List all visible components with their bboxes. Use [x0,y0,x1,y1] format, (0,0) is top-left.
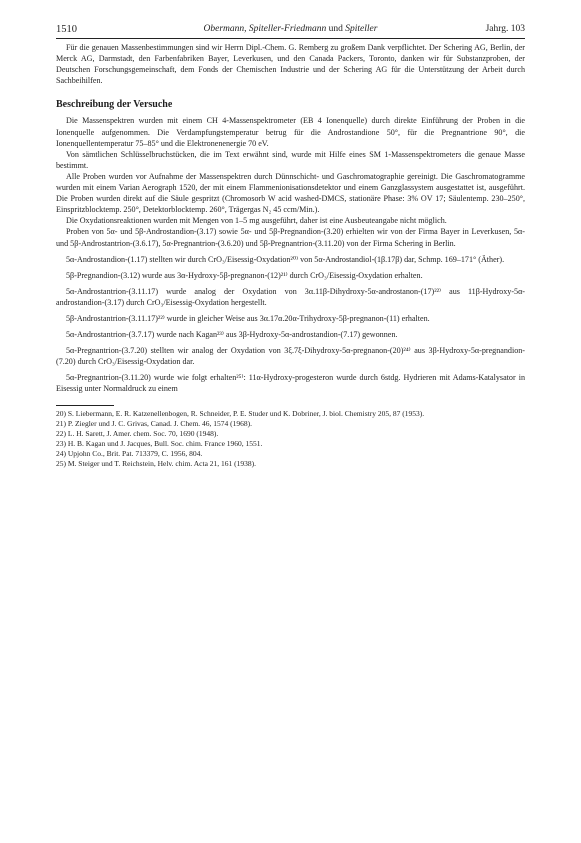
footnote: 24) Upjohn Co., Brit. Pat. 713379, C. 1956, 804. [56,448,203,458]
compound-paragraph: 5α-Androstandion-(1.17) stellten wir durch CrO₃/Eisessig-Oxydation²⁰⁾ von 5α-Androstandiol-(1β.17β) dar, Schmp. 169–171° (Äther). [66,254,505,264]
footnote: 20) S. Liebermann, E. R. Katzenellenbogen, R. Schneider, P. E. Studer und K. Dobriner, J. biol. Chemistry 205, 87 (1953). [56,408,425,418]
running-authors [56,24,525,34]
compound-paragraph: 5β-Androstantrion-(3.11.17)²²⁾ wurde in gleicher Weise aus 3α.17α.20α-Trihydroxy-5β-pregnanon-(11) erhalten. [66,313,430,323]
compound-paragraph: 5α-Androstantrion-(3.7.17) wurde nach Kagan²³⁾ aus 3β-Hydroxy-5α-androstandion-(7.17) gewonnen. [66,330,398,340]
footnote-divider [56,405,114,406]
compound-paragraph: 5α-Androstantrion-(3.11.17) wurde analog der Oxydation von 3α.11β-Dihydroxy-5α-androstanon-(17)²²⁾ aus 11β-Hydroxy-5α-androstandion-(3.17) durch CrO₃/Eisessig-Oxydation hergestellt. [56,286,525,307]
methods-paragraph: Die Massenspektren wurden mit einem CH 4-Massenspektrometer (EB 4 Ionenquelle) durch direkte Einführung der Proben in die Ionenquelle aufgenommen. Die Verdampfungstemperatur betrug für die Androstandione 50°, für die Pregnantrione 90°, die Ionenquellentemperatur 75–85° und die Elektronenenergie 70 eV. [56,116,525,148]
footnote: 21) P. Ziegler und J. C. Grivas, Canad. J. Chem. 46, 1574 (1968). [56,418,253,428]
footnote: 25) M. Steiger und T. Reichstein, Helv. chim. Acta 21, 161 (1938). [56,458,257,468]
volume-year: Jahrg. 103 [485,24,525,34]
methods-paragraph: Die Oxydationsreaktionen wurden mit Mengen von 1–5 mg ausgeführt, daher ist eine Ausbeuteangabe nicht möglich. [66,216,447,226]
methods-paragraph: Proben von 5α- und 5β-Androstandion-(3.17) sowie 5α- und 5β-Pregnandion-(3.20) erhielten wir von der Firma Bayer in Leverkusen, 5α- und 5β-Androstantrion-(3.6.17), 5α-Pregnantrion-(3.6.20) und 5β-Pregnantrion-(3.11.20) von der Firma Schering in Berlin. [56,227,525,248]
authors-conjunction: und [328,24,343,34]
page-body [56,42,525,469]
compound-paragraph: 5α-Pregnantrion-(3.7.20) stellten wir analog der Oxydation von 3ξ.7ξ-Dihydroxy-5α-pregnanon-(20)²⁴⁾ aus 3β-Hydroxy-5α-pregnandion-(7.20) durch CrO₃/Eisessig-Oxydation dar. [56,346,525,367]
methods-paragraph: Von sämtlichen Schlüsselbruchstücken, die im Text erwähnt sind, wurde mit Hilfe eines SM 1-Massenspektrometers die genaue Masse bestimmt. [56,149,525,170]
running-header [56,24,525,39]
methods-paragraph: Alle Proben wurden vor Aufnahme der Massenspektren durch Dünnschicht- und Gaschromatographie gereinigt. Die Gaschromatogramme wurden mit einem Varian Aerograph 1520, der mit einem Flammenionisationsdetektor und einem Ganzglassystem ausgestattet ist, ausgeführt. Die Proben wurden direkt auf die Säule gespritzt (Chromosorb W acid washed-DMCS, stationäre Phase: 3% OV 17; Säulentemp. 230–250°, Einspritzblocktemp. 250°, Detektorblocktemp. 260°, Trägergas N₂ 45 ccm/Min.). [56,171,525,215]
footnote: 23) H. B. Kagan und J. Jacques, Bull. Soc. chim. France 1960, 1551. [56,438,263,448]
authors-last: Spiteller [345,24,378,34]
authors-first: Obermann, Spiteller-Friedmann [203,24,327,34]
compound-paragraph: 5β-Pregnandion-(3.12) wurde aus 3α-Hydroxy-5β-pregnanon-(12)²¹⁾ durch CrO₃/Eisessig-Oxydation erhalten. [66,270,423,280]
acknowledgement-paragraph: Für die genauen Massenbestimmungen sind wir Herrn Dipl.-Chem. G. Remberg zu großem Dank verpflichtet. Der Schering AG, Berlin, der Merck AG, Darmstadt, den Farbenfabriken Bayer, Leverkusen, und den Canada Packers, Toronto, danken wir für Substanzproben, der Deutschen Forschungsgemeinschaft, dem Fonds der Chemischen Industrie und der Schering AG für die Unterstützung der Arbeit durch Sachbeihilfen. [56,43,525,86]
compound-paragraph: 5α-Pregnantrion-(3.11.20) wurde wie folgt erhalten²⁵⁾: 11α-Hydroxy-progesteron wurde durch 6stdg. Hydrieren mit Adams-Katalysator in Eisessig unter Normaldruck zu einem [56,373,525,394]
footnote: 22) L. H. Sarett, J. Amer. chem. Soc. 70, 1690 (1948). [56,428,219,438]
page-number: 1510 [56,24,77,35]
section-heading: Beschreibung der Versuche [56,99,173,111]
